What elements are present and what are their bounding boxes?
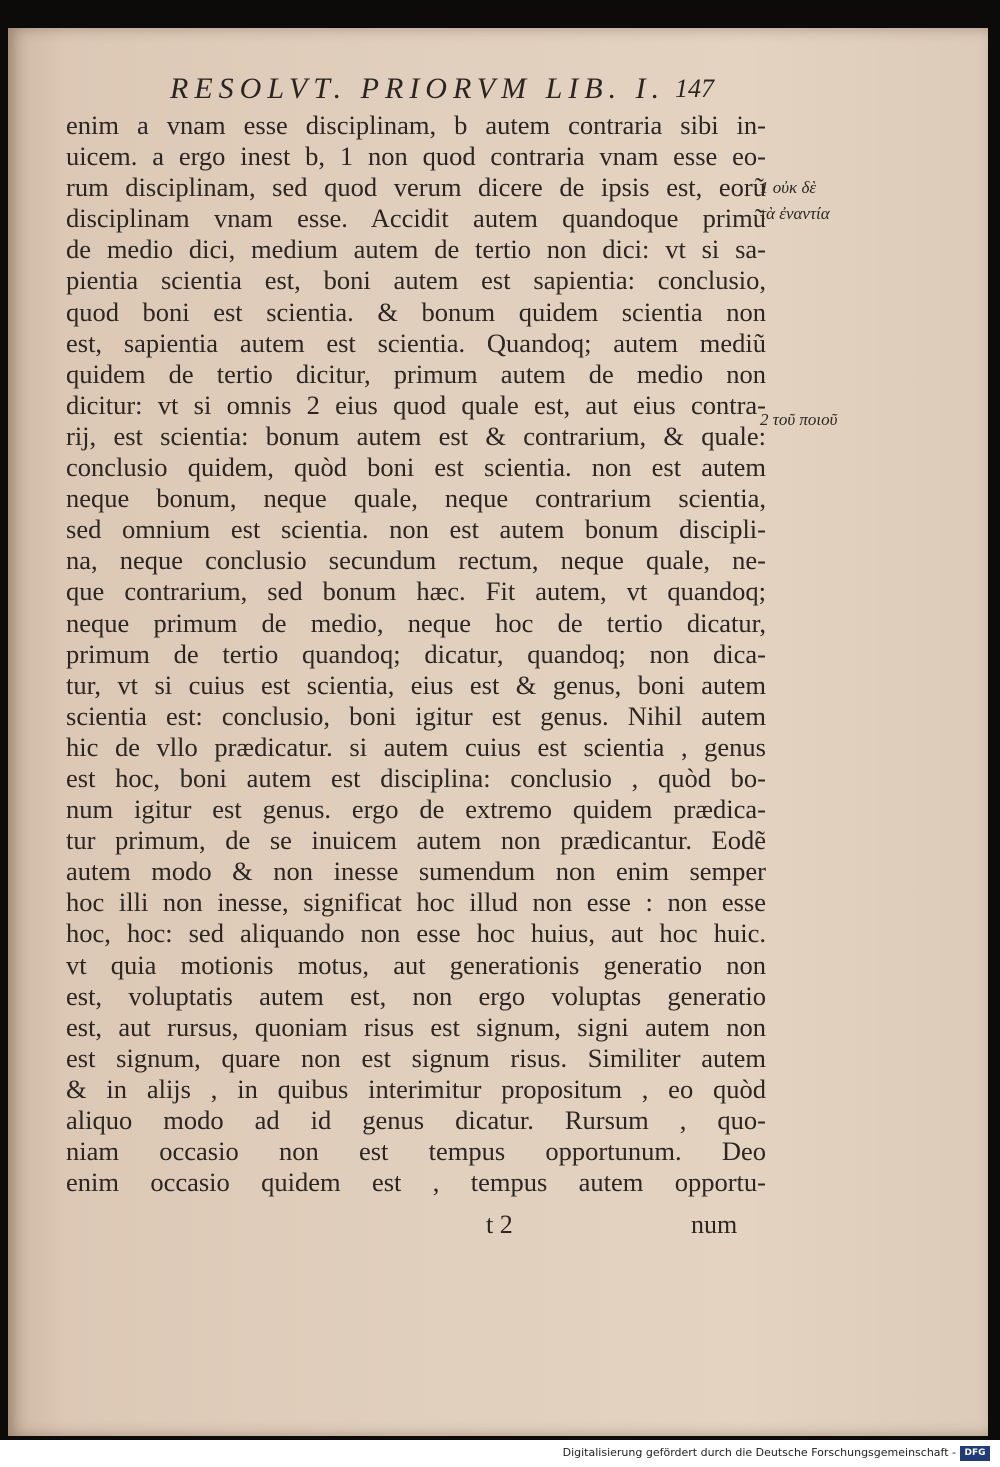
text-line: rij, est scientia: bonum autem est & contrarium, & quale: [66, 420, 766, 451]
text-line: na, neque conclusio secundum rectum, neque quale, ne- [66, 545, 766, 576]
text-line: disciplinam vnam esse. Accidit autem quandoque primũ [66, 203, 766, 234]
text-line: & in alijs , in quibus interimitur propositum , eo quòd [66, 1073, 766, 1104]
text-line: vt quia motionis motus, aut generationis generatio non [66, 949, 766, 980]
text-line: dicitur: vt si omnis 2 eius quod quale est, aut eius contra- [66, 389, 766, 420]
text-line: autem modo & non inesse sumendum non enim semper [66, 856, 766, 887]
margin-note-1: 1 οὐκ δὲ [760, 178, 817, 197]
text-line: de medio dici, medium autem de tertio non dici: vt si sa- [66, 234, 766, 265]
text-line: primum de tertio quandoq; dicatur, quandoq; non dica- [66, 638, 766, 669]
text-line: neque primum de medio, neque hoc de tertio dicatur, [66, 607, 766, 638]
text-line: est, aut rursus, quoniam risus est signum, signi autem non [66, 1011, 766, 1042]
text-line: neque bonum, neque quale, neque contrarium scientia, [66, 483, 766, 514]
text-line: enim occasio quidem est , tempus autem opportu- [66, 1167, 766, 1198]
text-line: est, sapientia autem est scientia. Quandoq; autem mediũ [66, 327, 766, 358]
credit-text: Digitalisierung gefördert durch die Deutsche Forschungsgemeinschaft - [562, 1446, 956, 1459]
text-line: tur primum, de se inuicem autem non prædicantur. Eodẽ [66, 825, 766, 856]
running-head: RESOLVT. PRIORVM LIB. I. [170, 72, 666, 105]
catchword: num [691, 1210, 738, 1239]
text-line: sed omnium est scientia. non est autem bonum discipli- [66, 514, 766, 545]
folio-number: 147 [675, 74, 714, 103]
text-line: num igitur est genus. ergo de extremo quidem prædica- [66, 794, 766, 825]
text-line: est signum, quare non est signum risus. Similiter autem [66, 1042, 766, 1073]
text-line: que contrarium, sed bonum hæc. Fit autem, vt quandoq; [66, 576, 766, 607]
text-line: pientia scientia est, boni autem est sapientia: conclusio, [66, 265, 766, 296]
text-line: rum disciplinam, sed quod verum dicere de ipsis est, eorũ [66, 172, 766, 203]
text-line: tur, vt si cuius est scientia, eius est & genus, boni autem [66, 669, 766, 700]
margin-note-2: τὰ ἐναντία [760, 204, 830, 223]
text-line: enim a vnam esse disciplinam, b autem contraria sibi in- [66, 110, 766, 140]
text-line: est, voluptatis autem est, non ergo voluptas generatio [66, 980, 766, 1011]
text-line: hoc, hoc: sed aliquando non esse hoc huius, aut hoc huic. [66, 918, 766, 949]
margin-note-3: 2 τοῦ ποιοῦ [760, 410, 838, 429]
body-text [66, 110, 766, 1198]
dfg-logo: DFG [960, 1446, 990, 1461]
text-line: quidem de tertio dicitur, primum autem de medio non [66, 358, 766, 389]
credit-bar [0, 1440, 1000, 1467]
text-line: aliquo modo ad id genus dicatur. Rursum , quo- [66, 1105, 766, 1135]
text-line: niam occasio non est tempus opportunum. Deo [66, 1136, 766, 1167]
text-line: quod boni est scientia. & bonum quidem scientia non [66, 296, 766, 327]
page-footer [486, 1210, 766, 1246]
signature-mark: t 2 [486, 1210, 513, 1239]
text-line: est hoc, boni autem est disciplina: conclusio , quòd bo- [66, 762, 766, 793]
text-line: uicem. a ergo inest b, 1 non quod contraria vnam esse eo- [66, 141, 766, 172]
text-line: scientia est: conclusio, boni igitur est genus. Nihil autem [66, 700, 766, 731]
text-line: hoc illi non inesse, significat hoc illud non esse : non esse [66, 887, 766, 918]
text-line: hic de vllo prædicatur. si autem cuius est scientia , genus [66, 731, 766, 762]
text-line: conclusio quidem, quòd boni est scientia. non est autem [66, 452, 766, 483]
